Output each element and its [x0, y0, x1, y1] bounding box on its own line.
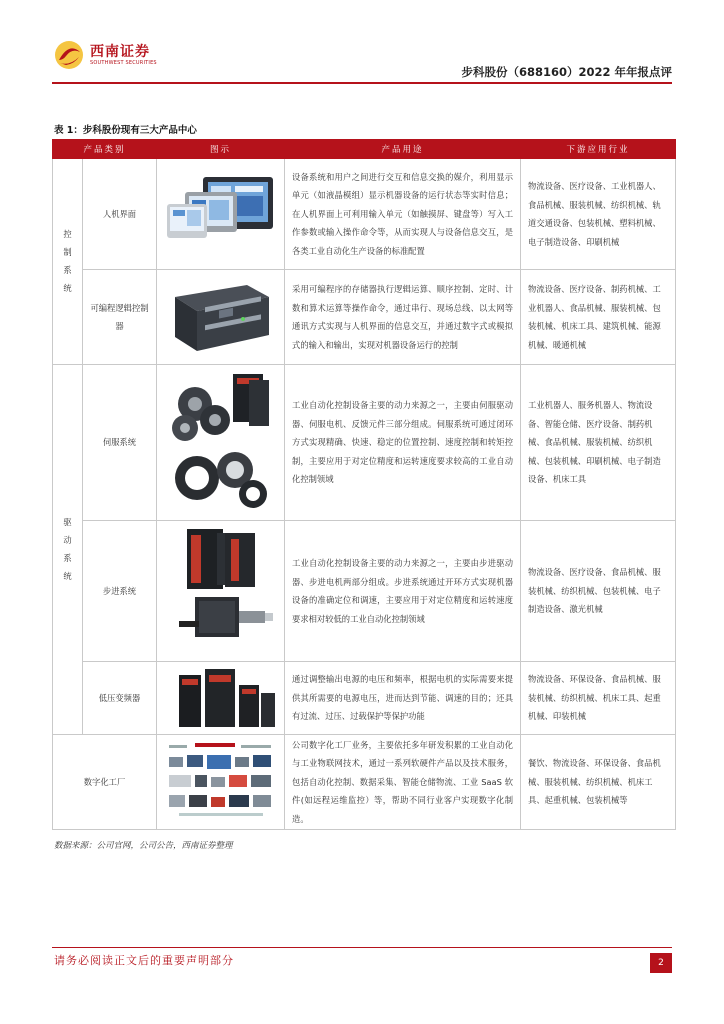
logo-cn-text: 西南证券	[90, 43, 150, 60]
header-use: 产品用途	[285, 140, 521, 159]
table-row	[53, 159, 676, 270]
company-logo	[54, 40, 157, 70]
header-category: 产品类别	[53, 140, 157, 159]
header-divider	[52, 82, 672, 84]
logo-en-text: SOUTHWEST SECURITIES	[90, 59, 157, 66]
servo-image	[157, 365, 285, 521]
product-name: 伺服系统	[83, 365, 157, 521]
header-industries: 下游应用行业	[521, 140, 676, 159]
table-row	[53, 270, 676, 365]
product-use: 公司数字化工厂业务，主要依托多年研发积累的工业自动化与工业物联网技术，通过一系列软硬件产品以及技术服务，包括自动化控制、数据采集、智能仓储物流、工业 SaaS 软件(如远程运维监控）等，帮助不同行业客户实现数字化制造。	[285, 735, 521, 830]
table-row	[53, 521, 676, 662]
footer-divider	[52, 947, 672, 948]
product-use: 工业自动化控制设备主要的动力来源之一，主要由步进驱动器、步进电机两部分组成。步进系统通过开环方式实现机器设备的准确定位和调速，主要应用于对定位精度和运转速度要求相对较低的工业自动化控制领域	[285, 521, 521, 662]
logo-icon	[54, 40, 84, 70]
product-industries: 餐饮、物流设备、环保设备、食品机械、服装机械、纺织机械、机床工具、起重机械、包装机械等	[521, 735, 676, 830]
disclaimer-note: 请务必阅读正文后的重要声明部分	[54, 954, 234, 967]
product-industries: 物流设备、医疗设备、食品机械、服装机械、纺织机械、包装机械、电子制造设备、激光机械	[521, 521, 676, 662]
product-use: 工业自动化控制设备主要的动力来源之一，主要由伺服驱动器、伺服电机、反馈元件三部分组成。伺服系统可通过闭环方式实现精确、快速、稳定的位置控制、速度控制和转矩控制，主要应用于对定位精度和运转速度要求较高的工业自动化控制领域	[285, 365, 521, 521]
product-industries: 物流设备、环保设备、食品机械、服装机械、纺织机械、机床工具、起重机械、印装机械	[521, 662, 676, 735]
product-name: 步进系统	[83, 521, 157, 662]
product-name: 人机界面	[83, 159, 157, 270]
table-row	[53, 735, 676, 830]
product-use: 采用可编程序的存储器执行逻辑运算、顺序控制、定时、计数和算术运算等操作命令，通过串行、现场总线、以太网等通讯方式实现与人机界面的信息交互，并通过数字式或模拟式的输入和输出，实现对机器设备运行的控制	[285, 270, 521, 365]
table-row	[53, 365, 676, 521]
data-source-note: 数据来源：公司官网，公司公告，西南证券整理	[54, 841, 233, 851]
group-control: 控制系统	[53, 159, 83, 365]
product-table	[52, 139, 676, 830]
product-industries: 工业机器人、服务机器人、物流设备、智能仓储、医疗设备、制药机械、食品机械、服装机械、纺织机械、包装机械、印刷机械、电子制造设备、机床工具	[521, 365, 676, 521]
report-title: 步科股份（688160）2022 年年报点评	[461, 65, 672, 79]
product-use: 通过调整输出电源的电压和频率，根据电机的实际需要来提供其所需要的电源电压，进而达到节能、调速的目的；还具有过流、过压、过载保护等保护功能	[285, 662, 521, 735]
product-name: 可编程逻辑控制器	[83, 270, 157, 365]
group-drive: 驱动系统	[53, 365, 83, 735]
table-header-row	[53, 140, 676, 159]
hmi-image	[157, 159, 285, 270]
vfd-image	[157, 662, 285, 735]
table-caption: 表 1：步科股份现有三大产品中心	[54, 125, 197, 136]
table-row	[53, 662, 676, 735]
product-industries: 物流设备、医疗设备、工业机器人、食品机械、服装机械、纺织机械、轨道交通设备、包装机械、塑料机械、电子制造设备、印刷机械	[521, 159, 676, 270]
product-use: 设备系统和用户之间进行交互和信息交换的媒介，利用显示单元（如液晶模组）显示机器设备的运行状态等实时信息；在人机界面上可利用输入单元（如触摸屏、键盘等）写入工作参数或输入操作命令等，从而实现人与设备信息交互，是各类工业自动化生产设备的标准配置	[285, 159, 521, 270]
plc-image	[157, 270, 285, 365]
header-image: 图示	[157, 140, 285, 159]
product-industries: 物流设备、医疗设备、制药机械、工业机器人、食品机械、服装机械、包装机械、机床工具、建筑机械、能源机械、暖通机械	[521, 270, 676, 365]
stepper-image	[157, 521, 285, 662]
page-number: 2	[650, 953, 672, 973]
product-name: 低压变频器	[83, 662, 157, 735]
digital-factory-image	[157, 735, 285, 830]
product-name: 数字化工厂	[53, 735, 157, 830]
